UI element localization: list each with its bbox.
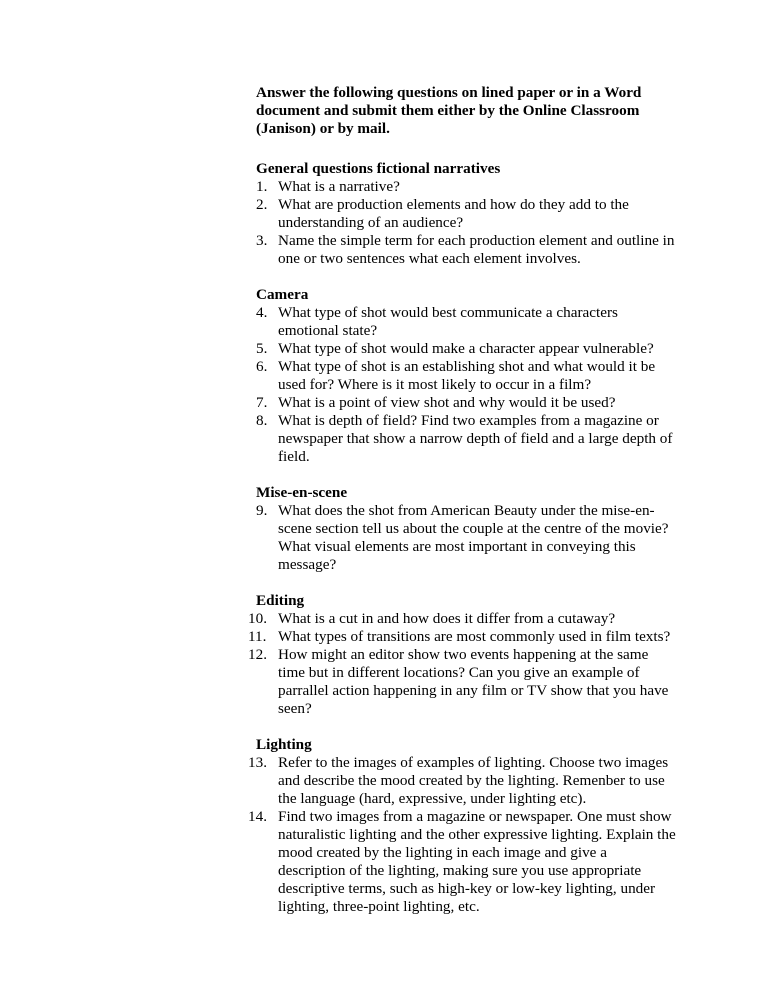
document-page: [248, 84, 676, 934]
question-list: [256, 304, 676, 466]
question-text: What is a point of view shot and why would it be used?: [278, 394, 616, 411]
question-item: [256, 502, 676, 574]
question-text: Find two images from a magazine or newspaper. One must show naturalistic lighting and the other expressive lighting. Explain the mood created by the lighting in each image and give a description of the lighting, making sure you use appropriate descriptive terms, such as high-key or low-key lighting, under lighting, three-point lighting, etc.: [278, 808, 676, 915]
question-list: [256, 178, 676, 268]
question-text: What type of shot would best communicate a characters emotional state?: [278, 304, 618, 339]
section-lighting: [248, 736, 676, 916]
section-title: Mise-en-scene: [256, 484, 348, 501]
question-number: 12.: [248, 646, 267, 663]
question-item: [256, 394, 676, 412]
question-item: [248, 628, 676, 646]
question-number: 6.: [256, 358, 268, 375]
question-text: What is a narrative?: [278, 178, 400, 195]
question-number: 8.: [256, 412, 268, 429]
question-number: 14.: [248, 808, 267, 825]
question-list: [248, 610, 676, 718]
question-list: [248, 754, 676, 916]
question-item: [256, 358, 676, 394]
question-number: 9.: [256, 502, 268, 519]
question-item: [256, 304, 676, 340]
section-general: [256, 160, 676, 268]
question-number: 5.: [256, 340, 268, 357]
question-list: [256, 502, 676, 574]
question-item: [248, 808, 676, 916]
question-text: Name the simple term for each production element and outline in one or two sentences what each element involves.: [278, 232, 675, 267]
question-item: [256, 412, 676, 466]
question-item: [248, 646, 676, 718]
question-text: What is a cut in and how does it differ from a cutaway?: [278, 610, 616, 627]
question-text: What type of shot would make a character appear vulnerable?: [278, 340, 654, 357]
question-number: 4.: [256, 304, 268, 321]
question-item: [248, 754, 676, 808]
section-camera: [256, 286, 676, 466]
section-title: Editing: [256, 592, 305, 609]
question-text: What are production elements and how do they add to the understanding of an audience?: [278, 196, 629, 231]
question-item: [256, 340, 676, 358]
question-text: What does the shot from American Beauty under the mise-en-scene section tell us about the couple at the centre of the movie? What visual elements are most important in conveying this message?: [278, 502, 669, 573]
question-number: 13.: [248, 754, 267, 771]
question-text: What is depth of field? Find two examples from a magazine or newspaper that show a narrow depth of field and a large depth of field.: [278, 412, 673, 465]
question-number: 10.: [248, 610, 267, 627]
question-number: 11.: [248, 628, 267, 645]
section-title: Camera: [256, 286, 309, 303]
question-text: What type of shot is an establishing shot and what would it be used for? Where is it most likely to occur in a film?: [278, 358, 656, 393]
question-text: Refer to the images of examples of lighting. Choose two images and describe the mood created by the lighting. Remenber to use the language (hard, expressive, under lighting etc).: [278, 754, 669, 807]
question-number: 1.: [256, 178, 268, 195]
question-item: [256, 178, 676, 196]
section-editing: [248, 592, 676, 718]
question-item: [256, 196, 676, 232]
question-number: 3.: [256, 232, 268, 249]
question-number: 7.: [256, 394, 268, 411]
section-title: Lighting: [256, 736, 312, 753]
question-text: What types of transitions are most commonly used in film texts?: [278, 628, 671, 645]
question-item: [256, 232, 676, 268]
question-number: 2.: [256, 196, 268, 213]
section-mise-en-scene: [256, 484, 676, 574]
section-title: General questions fictional narratives: [256, 160, 501, 177]
question-text: How might an editor show two events happening at the same time but in different locations? Can you give an example of parrallel action happening in any film or TV show that you have seen?: [278, 646, 669, 717]
instructions-paragraph: Answer the following questions on lined paper or in a Word document and submit them either by the Online Classroom (Janison) or by mail.: [256, 84, 642, 137]
question-item: [248, 610, 676, 628]
